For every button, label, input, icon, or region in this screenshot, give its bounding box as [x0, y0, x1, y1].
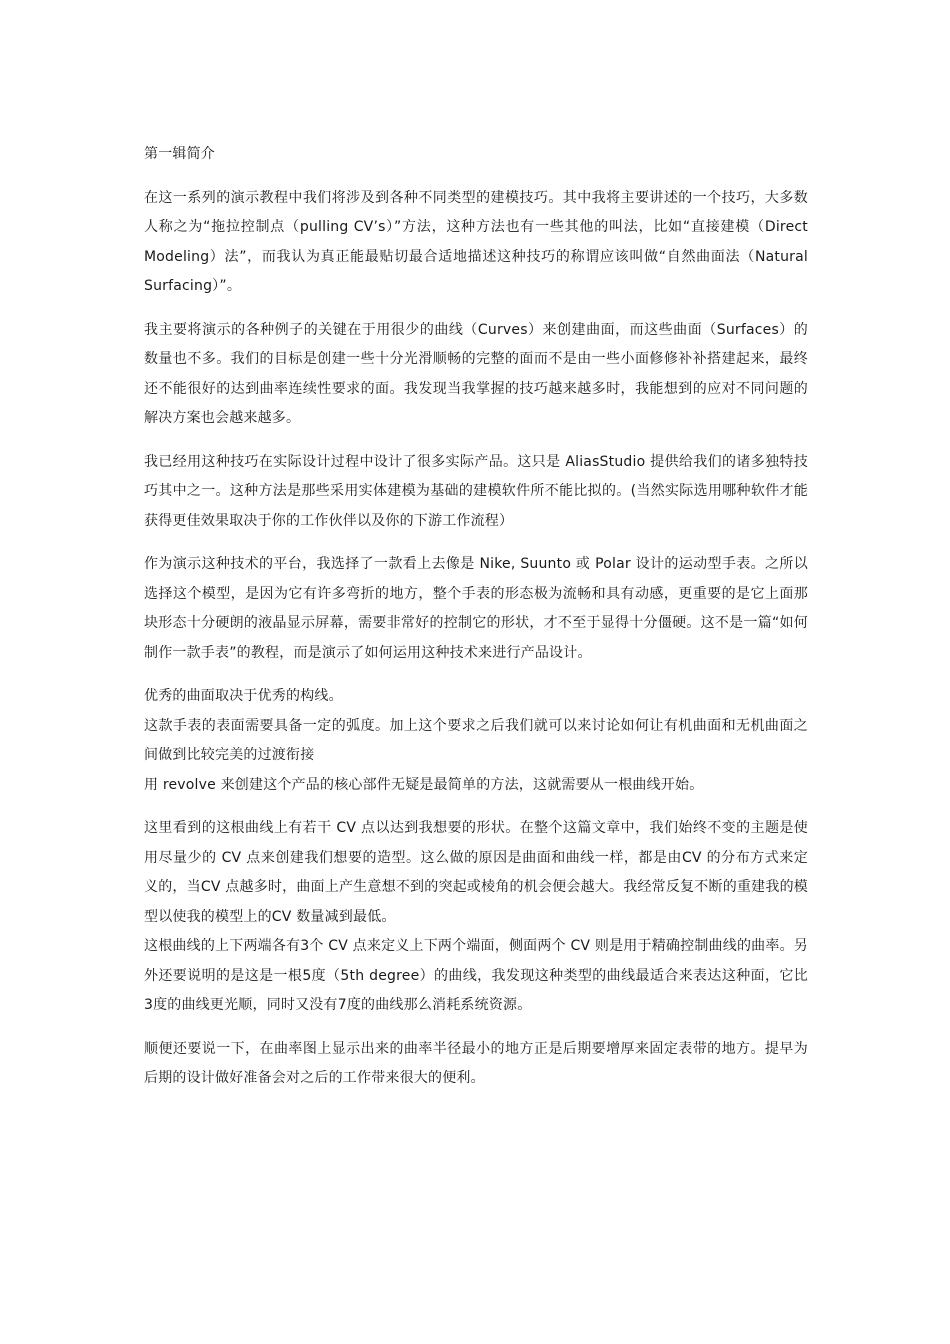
paragraph-good-surfaces: 优秀的曲面取决于优秀的构线。 — [144, 688, 343, 704]
document-title: 第一辑简介 — [144, 146, 215, 162]
paragraph-curvature-note: 顺便还要说一下，在曲率图上显示出来的曲率半径最小的地方正是后期要增厚来固定表带的地方。提早为后期的设计做好准备会对之后的工作带来很大的便利。 — [144, 1040, 808, 1086]
paragraph-curves: 我主要将演示的各种例子的关键在于用很少的曲线（Curves）来创建曲面，而这些曲面（Surfaces）的数量也不多。我们的目标是创建一些十分光滑顺畅的完整的面而不是由一些小面修修补补搭建起来，最终还不能很好的达到曲率连续性要求的面。我发现当我掌握的技巧越来越多时，我能想到的应对不同问题的解决方案也会越来越多。 — [144, 321, 808, 426]
paragraph-experience: 我已经用这种技巧在实际设计过程中设计了很多实际产品。这只是 AliasStudio 提供给我们的诸多独特技巧其中之一。这种方法是那些采用实体建模为基础的建模软件所不能比拟的。(当然实际选用哪种软件才能获得更佳效果取决于你的工作伙伴以及你的下游工作流程） — [144, 453, 808, 529]
document-page — [144, 140, 808, 1108]
paragraph-watch-platform: 作为演示这种技术的平台，我选择了一款看上去像是 Nike, Suunto 或 Polar 设计的运动型手表。之所以选择这个模型，是因为它有许多弯折的地方，整个手表的形态极为流畅和具有动感，更重要的是它上面那块形态十分硬朗的液晶显示屏幕，需要非常好的控制它的形状，才不至于显得十分僵硬。这不是一篇“如何制作一款手表”的教程，而是演示了如何运用这种技术来进行产品设计。 — [144, 556, 808, 661]
paragraph-cv-points: 这里看到的这根曲线上有若干 CV 点以达到我想要的形状。在整个这篇文章中，我们始终不变的主题是使用尽量少的 CV 点来创建我们想要的造型。这么做的原因是曲面和曲线一样，都是由CV 的分布方式来定义的，当CV 点越多时，曲面上产生意想不到的突起或棱角的机会便会越大。我经常反复不断的重建我的模型以使我的模型上的CV 数量减到最低。 — [144, 820, 808, 925]
paragraph-watch-surface: 这款手表的表面需要具备一定的弧度。加上这个要求之后我们就可以来讨论如何让有机曲面和无机曲面之间做到比较完美的过渡衔接 — [144, 717, 808, 763]
paragraph-curve-degree: 这根曲线的上下两端各有3个 CV 点来定义上下两个端面，侧面两个 CV 则是用于精确控制曲线的曲率。另外还要说明的是这是一根5度（5th degree）的曲线，我发现这种类型的曲线最适合来表达这种面，它比3度的曲线更光顺，同时又没有7度的曲线那么消耗系统资源。 — [144, 938, 808, 1013]
paragraph-revolve: 用 revolve 来创建这个产品的核心部件无疑是最简单的方法，这就需要从一根曲线开始。 — [144, 776, 704, 793]
paragraph-intro: 在这一系列的演示教程中我们将涉及到各种不同类型的建模技巧。其中我将主要讲述的一个技巧，大多数人称之为“拖拉控制点（pulling CV’s）”方法，这种方法也有一些其他的叫法，比如“直接建模（Direct Modeling）法”，而我认为真正能最贴切最合适地描述这种技巧的称谓应该叫做“自然曲面法（Natural Surfacing）”。 — [144, 189, 808, 294]
